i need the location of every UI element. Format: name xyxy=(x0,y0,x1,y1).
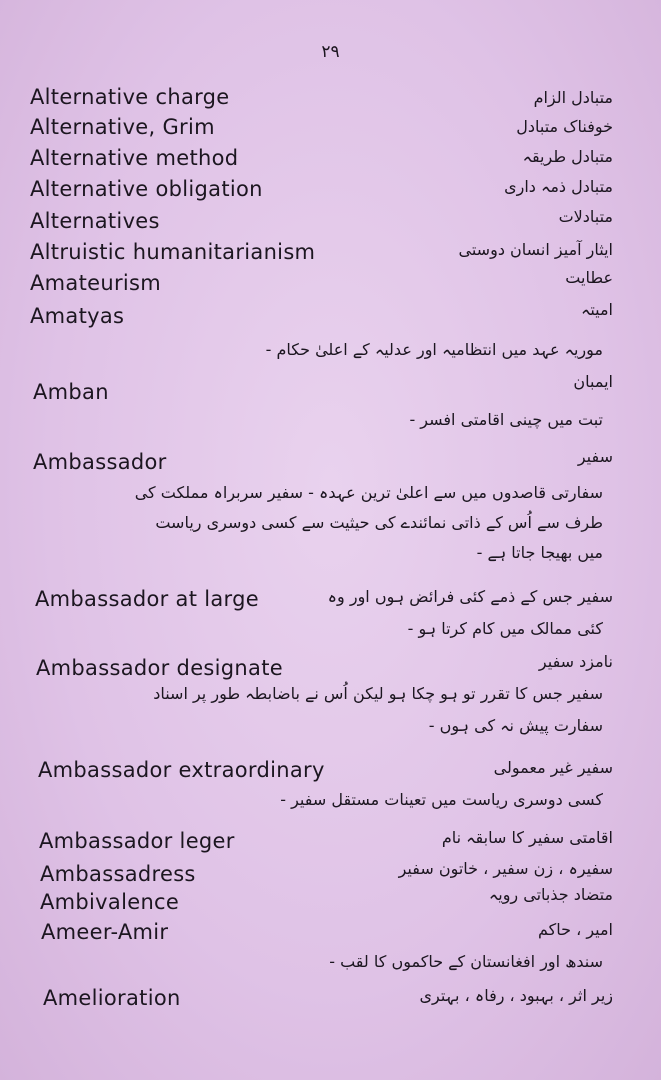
entry-term: Alternative, Grim xyxy=(30,115,215,139)
entry-term: Alternative method xyxy=(30,146,239,170)
entry-urdu: متبادل الزام xyxy=(533,88,613,107)
entry-term: Alternative charge xyxy=(30,85,230,109)
entry-description-line: تبت میں چینی اقامتی افسر - xyxy=(409,410,603,429)
entry-term: Altruistic humanitarianism xyxy=(30,240,316,264)
entry-urdu: عطایت xyxy=(565,268,613,287)
entry-urdu: ایمبان xyxy=(573,372,613,391)
entry-urdu: متبادل ذمہ داری xyxy=(504,177,613,196)
entry-urdu: متضاد جذباتی رویہ xyxy=(488,885,613,904)
entry-urdu: ایثار آمیز انسان دوستی xyxy=(458,240,613,259)
entry-term: Ameer-Amir xyxy=(41,920,169,944)
entry-description-line: کئی ممالک میں کام کرتا ہو - xyxy=(407,619,603,638)
entry-term: Amateurism xyxy=(30,271,162,295)
entry-urdu: خوفناک متبادل xyxy=(516,117,613,136)
entry-urdu: زیر اثر ، بہبود ، رفاہ ، بہتری xyxy=(419,986,613,1005)
entry-term: Alternative obligation xyxy=(30,177,263,201)
entry-term: Amatyas xyxy=(30,304,125,328)
entry-description-line: میں بھیجا جاتا ہے - xyxy=(476,543,603,562)
entry-description-line: طرف سے اُس کے ذاتی نمائندے کی حیثیت سے کسی دوسری ریاست xyxy=(155,513,603,532)
entry-description-line: موریہ عہد میں انتظامیہ اور عدلیہ کے اعلیٰ حکام - xyxy=(265,340,603,359)
entry-term: Alternatives xyxy=(30,209,160,233)
entry-urdu: سفیر غیر معمولی xyxy=(493,758,613,777)
entry-description-line: سفیر جس کا تقرر تو ہو چکا ہو لیکن اُس نے باضابطہ طور پر اسناد xyxy=(153,684,603,703)
entry-term: Ambassador extraordinary xyxy=(38,758,325,782)
entry-description-line: کسی دوسری ریاست میں تعینات مستقل سفیر - xyxy=(280,790,603,809)
entry-term: Amban xyxy=(33,380,109,404)
entry-term: Amelioration xyxy=(43,986,181,1010)
entry-term: Ambassador at large xyxy=(35,587,259,611)
entry-term: Ambivalence xyxy=(40,890,180,914)
page-number: ۲۹ xyxy=(321,42,340,62)
entry-urdu: متبادلات xyxy=(558,207,613,226)
entry-description-line: سندھ اور افغانستان کے حاکموں کا لقب - xyxy=(329,952,603,971)
entry-urdu: متبادل طریقہ xyxy=(522,147,613,166)
entry-term: Ambassador designate xyxy=(36,656,283,680)
entry-description-line: سفارتی قاصدوں میں سے اعلیٰ ترین عہدہ - سفیر سربراہ مملکت کی xyxy=(134,483,603,502)
entry-urdu: سفیر جس کے ذمے کئی فرائض ہوں اور وہ xyxy=(327,587,613,606)
entry-urdu: اقامتی سفیر کا سابقہ نام xyxy=(441,828,613,847)
entry-urdu: امیتہ xyxy=(580,300,613,319)
entry-description-line: سفارت پیش نہ کی ہوں - xyxy=(428,716,603,735)
entry-urdu: امیر ، حاکم xyxy=(537,920,613,939)
entry-term: Ambassador xyxy=(33,450,167,474)
entry-urdu: سفیر xyxy=(577,447,613,466)
entry-term: Ambassador leger xyxy=(39,829,235,853)
entry-urdu: نامزد سفیر xyxy=(538,652,613,671)
entry-term: Ambassadress xyxy=(40,862,196,886)
entry-urdu: سفیرہ ، زن سفیر ، خاتون سفیر xyxy=(398,859,613,878)
